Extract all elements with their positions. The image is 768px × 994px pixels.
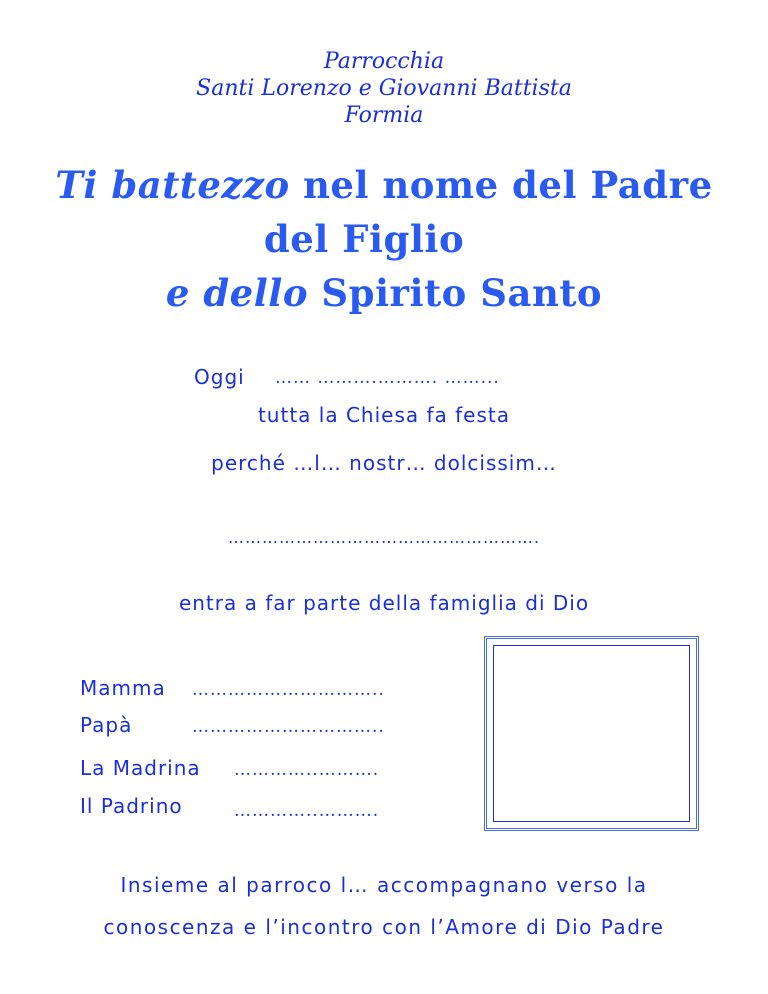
closing-line-1: Insieme al parroco l… accompagnano verso la xyxy=(120,873,648,897)
today-label: Oggi xyxy=(194,365,245,389)
title-line-1 xyxy=(0,158,768,212)
godfather-placeholder: …………..………. xyxy=(234,801,380,821)
father-placeholder: ………………………….. xyxy=(192,717,385,737)
photo-frame xyxy=(484,636,699,831)
title-line-3-italic: e dello xyxy=(165,271,309,315)
mother-label: Mamma xyxy=(80,676,166,700)
parish-label: Parrocchia xyxy=(323,49,445,74)
mother-placeholder: ………………………….. xyxy=(192,680,385,700)
father-label: Papà xyxy=(80,713,133,737)
child-name-placeholder: ………………………………………………. xyxy=(227,528,541,547)
title-line-1-rest: nel nome del Padre xyxy=(289,163,713,207)
date-placeholder: …… ……….………. ……... xyxy=(275,368,500,388)
celebration-line: tutta la Chiesa fa festa xyxy=(257,403,511,427)
godfather-label: Il Padrino xyxy=(80,794,183,818)
title-line-2: del Figlio xyxy=(263,217,465,261)
photo-frame-inner xyxy=(493,645,690,822)
parish-city: Formia xyxy=(344,103,424,128)
title-line-3-rest: Spirito Santo xyxy=(308,271,603,315)
parish-name: Santi Lorenzo e Giovanni Battista xyxy=(196,76,572,101)
title-line-1-italic: Ti battezzo xyxy=(55,163,290,207)
child-line: perché …l… nostr… dolcissim… xyxy=(211,451,557,475)
title-line-3 xyxy=(0,266,768,320)
godmother-placeholder: …………..………. xyxy=(234,760,380,780)
closing-line-2: conoscenza e l’incontro con l’Amore di Dio Padre xyxy=(103,915,665,939)
family-of-god-line: entra a far parte della famiglia di Dio xyxy=(178,591,590,615)
godmother-label: La Madrina xyxy=(80,756,201,780)
